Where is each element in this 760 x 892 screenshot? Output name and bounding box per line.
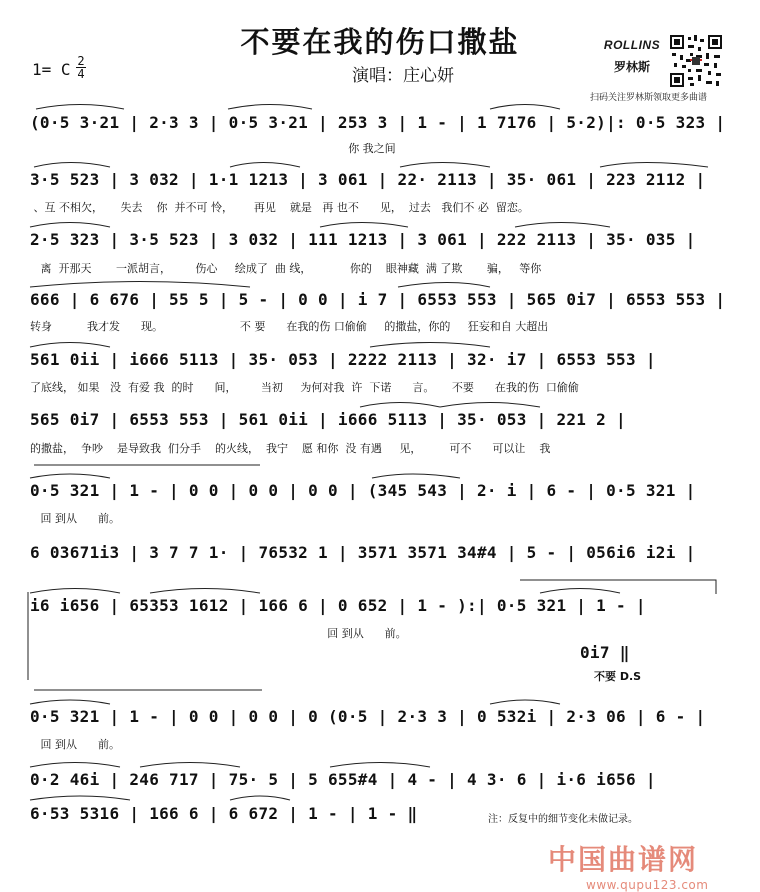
watermark-name: 中国曲谱网 (548, 843, 699, 876)
score-row-7: 0·5 321 | 1 - | 0 0 | 0 0 | 0 0 | (345 543 | 2· i | 6 - | 0·5 321 | (30, 481, 696, 500)
score-row-5: 561 0ii | i666 5113 | 35· 053 | 2222 2113 | 32· i7 | 6553 553 | (30, 350, 656, 369)
scan-instruction: 扫码关注罗林斯领取更多曲谱 (590, 93, 708, 103)
score-row-9: i6 i656 | 65353 1612 | 166 6 | 0 652 | 1 - ):| 0·5 321 | 1 - | (30, 596, 646, 615)
brand-logo (600, 38, 664, 75)
lyrics-row-5: 了底线， 如果 没 有爱 我 的时 间， 当初 为何对我 许 下诺 言。 不要 在我的伤 口偷偷 (30, 381, 579, 394)
score-row-6: 565 0i7 | 6553 553 | 561 0ii | i666 5113 | 35· 053 | 221 2 | (30, 410, 626, 429)
singer-credit: 演唱：庄心妍 (352, 66, 454, 86)
time-signature (76, 55, 86, 80)
song-title: 不要在我的伤口撒盐 (240, 25, 520, 59)
score-row-2: 3·5 523 | 3 032 | 1·1 1213 | 3 061 | 22· 2113 | 35· 061 | 223 2112 | (30, 170, 706, 189)
lyrics-row-9: 回 到从 前。 (30, 627, 407, 640)
lyrics-row-4: 转身 我才发 现。 不 要 在我的伤 口偷偷 的撒盐，你的 狂妄和自 大超出 (30, 320, 549, 333)
score-row-10: 0·5 321 | 1 - | 0 0 | 0 0 | 0 (0·5 | 2·3 3 | 0 532i | 2·3 06 | 6 - | (30, 707, 706, 726)
lyrics-row-1: 你 我之间 (30, 142, 396, 155)
lyrics-row-ds: 不要 D.S (594, 670, 642, 683)
watermark (548, 838, 708, 892)
key-signature: 1= C (32, 60, 71, 79)
lyrics-row-10: 回 到从 前。 (30, 738, 120, 751)
time-bottom: 4 (77, 67, 85, 81)
score-row-4: 666 | 6 676 | 55 5 | 5 - | 0 0 | i 7 | 6553 553 | 565 0i7 | 6553 553 | (30, 290, 726, 309)
score-row-3: 2·5 323 | 3·5 523 | 3 032 | 111 1213 | 3 061 | 222 2113 | 35· 035 | (30, 230, 696, 249)
score-row-ds: 0i7 ‖ (580, 643, 630, 662)
lyrics-row-6: 的撒盐， 争吵 是导致我 们分手 的火线， 我宁 愿 和你 没 有遇 见， 可不 可以让 我 (30, 442, 551, 455)
brand-name-cn: 罗林斯 (613, 60, 650, 74)
score-row-11: 0·2 46i | 246 717 | 75· 5 | 5 655#4 | 4 - | 4 3· 6 | i·6 i656 | (30, 770, 656, 789)
lyrics-row-3: 离 开那天 一派胡言， 伤心 绘成了 曲 线， 你的 眼神藏 满 了欺 骗， 等你 (30, 262, 542, 275)
watermark-url: www.qupu123.com (586, 878, 709, 892)
score-row-12: 6·53 5316 | 166 6 | 6 672 | 1 - | 1 - ‖ (30, 804, 418, 823)
footnote: 注：反复中的细节变化未做记录。 (488, 814, 638, 825)
lyrics-row-2: 、互 不相欠， 失去 你 并不可 怜， 再见 就是 再 也不 见， 过去 我们不 必 留恋。 (30, 201, 529, 214)
score-row-8: 6 03671i3 | 3 7 7 1· | 76532 1 | 3571 3571 34#4 | 5 - | 056i6 i2i | (30, 543, 696, 562)
score-row-1: (0·5 3·21 | 2·3 3 | 0·5 3·21 | 253 3 | 1 - | 1 7176 | 5·2)|: 0·5 323 | (30, 113, 726, 132)
qr-code-icon[interactable] (668, 33, 724, 89)
time-top: 2 (77, 54, 85, 68)
lyrics-row-7: 回 到从 前。 (30, 512, 120, 525)
brand-name: ROLLINS (603, 38, 661, 52)
